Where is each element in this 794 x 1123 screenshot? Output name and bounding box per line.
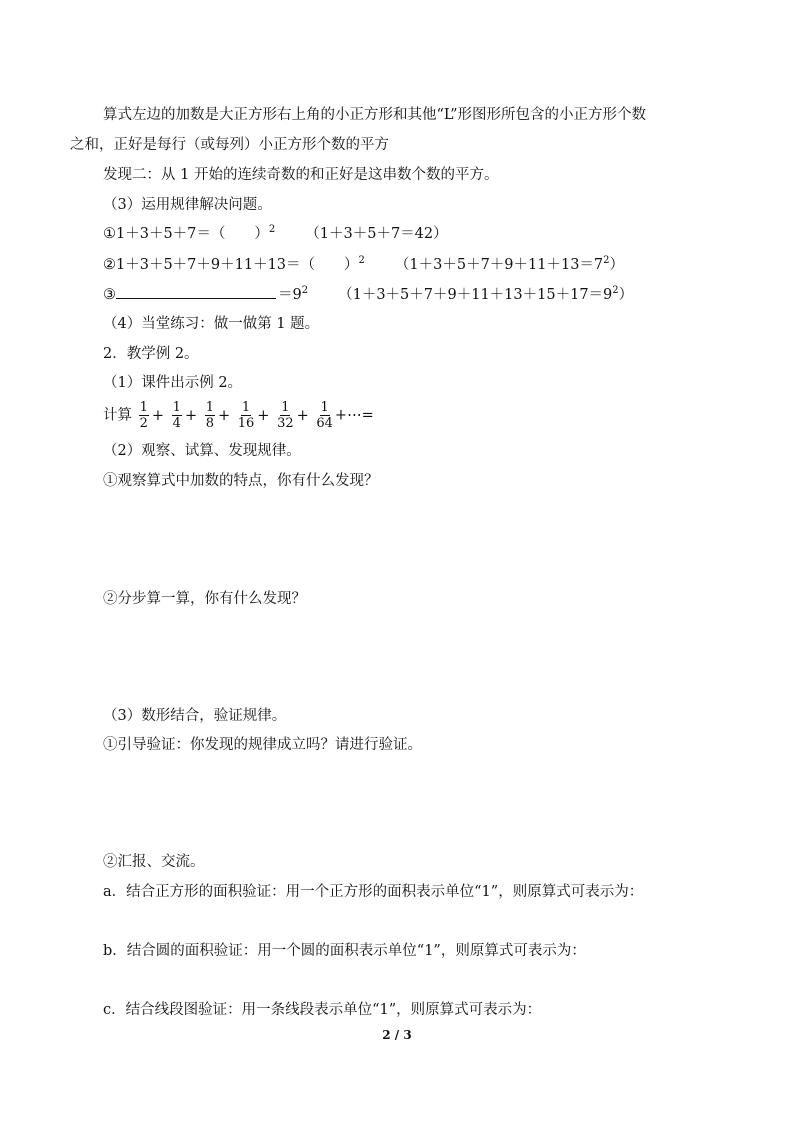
fraction: $\frac{1}{16}$ [237, 400, 255, 431]
question: ①观察算式中加数的特点，你有什么发现？ [103, 473, 379, 489]
fraction-expression [103, 400, 374, 431]
exponent: 2 [268, 224, 276, 235]
step-heading: （3）运用规律解决问题。 [103, 197, 272, 213]
fraction: $\frac{1}{32}$ [277, 400, 294, 431]
question: ①引导验证：你发现的规律成立吗？请进行验证。 [103, 737, 422, 753]
step-heading: （4）当堂练习：做一做第 1 题。 [103, 316, 320, 332]
exponent: 2 [603, 255, 610, 266]
equation-answer: （1＋3＋5＋7＋9＋11＋13＝7 [394, 257, 604, 273]
equation-answer: （1＋3＋5＋7＝42） [305, 226, 448, 242]
step-heading: ②汇报、交流。 [103, 854, 205, 870]
list-item: a．结合正方形的面积验证：用一个正方形的面积表示单位“1”，则原算式可表示为： [103, 884, 644, 900]
list-item: b．结合圆的面积验证：用一个圆的面积表示单位“1”，则原算式可表示为： [103, 943, 586, 959]
exponent: 2 [301, 285, 309, 296]
equation-answer: （1＋3＋5＋7＋9＋11＋13＋15＋17＝9 [338, 287, 613, 303]
equation-1 [103, 224, 448, 244]
page-number: 2 / 3 [382, 1028, 412, 1042]
equation-answer-end: ） [618, 287, 634, 303]
equation-text: ③ [103, 287, 116, 303]
finding-two: 发现二：从 1 开始的连续奇数的和正好是这串数个数的平方。 [103, 167, 499, 183]
step-heading: （1）课件出示例 2。 [103, 375, 243, 391]
fraction: $\frac{1}{2}$ [139, 400, 148, 431]
equation-2 [103, 255, 624, 275]
fraction: $\frac{1}{8}$ [205, 400, 214, 431]
plus-sign: + [151, 407, 165, 424]
plus-sign: + [184, 407, 198, 424]
section-heading: 2．教学例 2。 [103, 346, 199, 362]
list-item: c．结合线段图验证：用一条线段表示单位“1”，则原算式可表示为： [103, 1002, 542, 1018]
paragraph-line: 之和，正好是每行（或每列）小正方形个数的平方 [70, 137, 389, 153]
answer-blank[interactable] [116, 284, 276, 299]
equation-text: ①1＋3＋5＋7＝（ ） [103, 226, 269, 242]
plus-sign: + [217, 407, 231, 424]
plus-sign: + [257, 407, 270, 424]
paragraph-line: 算式左边的加数是大正方形右上角的小正方形和其他“L”形图形所包含的小正方形个数 [103, 107, 646, 123]
equation-3 [103, 284, 633, 305]
step-heading: （2）观察、试算、发现规律。 [103, 443, 301, 459]
plus-sign: + [296, 407, 309, 424]
exponent: 2 [358, 255, 365, 266]
equation-text: ②1＋3＋5＋7＋9＋11＋13＝（ ） [103, 257, 359, 273]
expression-tail: +⋯= [334, 407, 374, 424]
equation-text: ＝9 [278, 287, 302, 303]
step-heading: （3）数形结合，验证规律。 [103, 708, 287, 724]
question: ②分步算一算，你有什么发现？ [103, 591, 306, 607]
equation-answer-end: ） [609, 257, 625, 273]
fraction: $\frac{1}{4}$ [172, 400, 181, 431]
exponent: 2 [612, 285, 619, 296]
calc-label: 计算 [103, 407, 132, 424]
fraction: $\frac{1}{64}$ [316, 400, 333, 431]
